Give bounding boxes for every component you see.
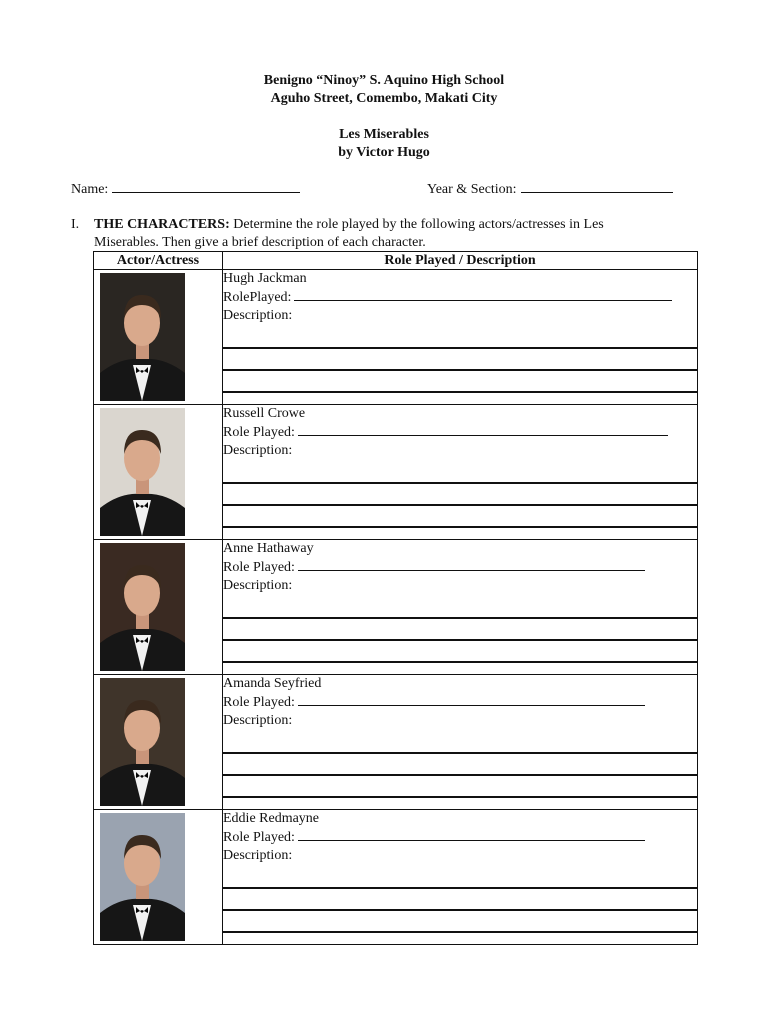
description-line[interactable] xyxy=(223,504,697,506)
role-played-field xyxy=(223,558,697,577)
school-address: Aguho Street, Comembo, Makati City xyxy=(270,91,498,106)
description-label: Description: xyxy=(223,578,293,593)
work-author: by Victor Hugo xyxy=(338,145,430,160)
desc-cell xyxy=(223,405,698,540)
actor-photo xyxy=(100,543,185,671)
characters-table xyxy=(93,251,698,945)
role-played-label: Role Played: xyxy=(223,695,295,710)
section-field xyxy=(427,180,673,198)
role-played-blank[interactable] xyxy=(298,693,645,706)
section-heading: THE CHARACTERS: xyxy=(94,217,230,232)
description-line[interactable] xyxy=(223,909,697,911)
desc-cell xyxy=(223,675,698,810)
name-label: Name: xyxy=(71,182,109,197)
description-line[interactable] xyxy=(223,391,697,393)
table-row xyxy=(94,270,698,405)
role-played-field xyxy=(223,693,697,712)
role-played-blank[interactable] xyxy=(298,828,645,841)
description-label: Description: xyxy=(223,848,293,863)
photo-cell xyxy=(94,675,223,810)
table-row xyxy=(94,810,698,945)
instructions xyxy=(71,216,671,252)
description-line[interactable] xyxy=(223,931,697,933)
section-blank[interactable] xyxy=(521,180,673,193)
description-line[interactable] xyxy=(223,639,697,641)
photo-cell xyxy=(94,810,223,945)
description-line[interactable] xyxy=(223,369,697,371)
col-role: Role Played / Description xyxy=(223,252,698,270)
role-played-label: Role Played: xyxy=(223,560,295,575)
role-played-label: Role Played: xyxy=(223,425,295,440)
role-played-field xyxy=(223,288,697,307)
description-line[interactable] xyxy=(223,617,697,619)
work-title: Les Miserables xyxy=(339,127,429,142)
school-name: Benigno “Ninoy” S. Aquino High School xyxy=(263,73,505,88)
photo-cell xyxy=(94,405,223,540)
role-played-blank[interactable] xyxy=(298,558,645,571)
description-label: Description: xyxy=(223,308,293,323)
description-line[interactable] xyxy=(223,887,697,889)
col-actor: Actor/Actress xyxy=(94,252,223,270)
section-label: Year & Section: xyxy=(427,182,517,197)
role-played-label: Role Played: xyxy=(223,830,295,845)
description-label: Description: xyxy=(223,713,293,728)
photo-cell xyxy=(94,270,223,405)
description-line[interactable] xyxy=(223,796,697,798)
name-field xyxy=(71,180,300,198)
role-played-field xyxy=(223,828,697,847)
description-label: Description: xyxy=(223,443,293,458)
role-played-blank[interactable] xyxy=(294,288,672,301)
instructions-text: Determine the role played by the following actors/actresses in Les Miserables. Then give a brief description of each character. xyxy=(94,217,604,250)
table-row xyxy=(94,675,698,810)
section-number: I. xyxy=(71,217,80,232)
actor-name: Eddie Redmayne xyxy=(223,811,320,826)
actor-photo xyxy=(100,813,185,941)
description-line[interactable] xyxy=(223,482,697,484)
desc-cell xyxy=(223,270,698,405)
description-line[interactable] xyxy=(223,526,697,528)
desc-cell xyxy=(223,540,698,675)
description-line[interactable] xyxy=(223,774,697,776)
actor-photo xyxy=(100,678,185,806)
role-played-blank[interactable] xyxy=(298,423,668,436)
role-played-field xyxy=(223,423,697,442)
name-blank[interactable] xyxy=(112,180,300,193)
actor-name: Russell Crowe xyxy=(223,406,306,421)
role-played-label: RolePlayed: xyxy=(223,290,292,305)
actor-name: Amanda Seyfried xyxy=(223,676,322,691)
desc-cell xyxy=(223,810,698,945)
photo-cell xyxy=(94,540,223,675)
actor-name: Hugh Jackman xyxy=(223,271,307,286)
table-row xyxy=(94,405,698,540)
table-row xyxy=(94,540,698,675)
description-line[interactable] xyxy=(223,752,697,754)
actor-photo xyxy=(100,273,185,401)
description-line[interactable] xyxy=(223,661,697,663)
actor-photo xyxy=(100,408,185,536)
description-line[interactable] xyxy=(223,347,697,349)
actor-name: Anne Hathaway xyxy=(223,541,314,556)
